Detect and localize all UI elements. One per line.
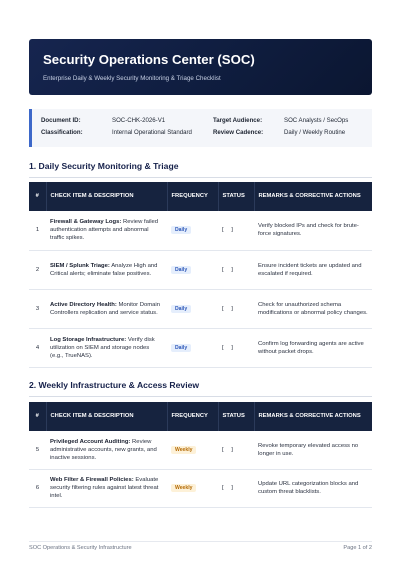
frequency-cell bbox=[167, 289, 218, 328]
info-row-2 bbox=[41, 129, 372, 141]
status-checkbox[interactable]: [ ] bbox=[218, 328, 254, 367]
status-checkbox[interactable]: [ ] bbox=[218, 250, 254, 289]
frequency-cell bbox=[167, 328, 218, 367]
frequency-cell bbox=[167, 250, 218, 289]
table-row bbox=[29, 289, 372, 328]
frequency-badge: Daily bbox=[171, 266, 191, 274]
audience-label: Target Audience: bbox=[213, 117, 263, 124]
col-frequency-header: FREQUENCY bbox=[167, 402, 218, 431]
check-item-name: Web Filter & Firewall Policies: bbox=[50, 477, 134, 483]
frequency-cell bbox=[167, 469, 218, 507]
frequency-cell bbox=[167, 211, 218, 250]
remarks-cell: Revoke temporary elevated access no longer in use. bbox=[254, 431, 372, 469]
col-item-header: CHECK ITEM & DESCRIPTION bbox=[46, 182, 167, 211]
remarks-cell: Check for unauthorized schema modifications or abnormal policy changes. bbox=[254, 289, 372, 328]
table-header-row bbox=[29, 182, 372, 211]
check-item-description: Evaluate security filtering rules against latest threat intel. bbox=[50, 477, 159, 499]
check-item-description: Review administrative accounts, new grants, and inactive sessions. bbox=[50, 438, 157, 461]
footer-divider bbox=[29, 541, 372, 542]
status-checkbox[interactable]: [ ] bbox=[218, 469, 254, 507]
audience-value: SOC Analysts / SecOps bbox=[284, 117, 349, 124]
col-item-header: CHECK ITEM & DESCRIPTION bbox=[46, 402, 167, 431]
col-remarks-header: REMARKS & CORRECTIVE ACTIONS bbox=[254, 182, 372, 211]
check-item-name: Firewall & Gateway Logs: bbox=[50, 219, 122, 226]
check-item-description: Verify disk utilization on SIEM and storage nodes (e.g., TrueNAS). bbox=[50, 336, 155, 359]
status-checkbox[interactable]: [ ] bbox=[218, 211, 254, 250]
row-number: 6 bbox=[29, 469, 46, 507]
check-item-description: Review failed authentication attempts and abnormal traffic spikes. bbox=[50, 219, 159, 242]
section-2-title: 2. Weekly Infrastructure & Access Review bbox=[29, 380, 200, 390]
cadence-label: Review Cadence: bbox=[213, 129, 264, 136]
check-item bbox=[46, 431, 167, 469]
col-status-header: STATUS bbox=[218, 402, 254, 431]
info-row-1 bbox=[41, 117, 372, 129]
check-item-name: SIEM / Splunk Triage: bbox=[50, 262, 110, 269]
row-number: 3 bbox=[29, 289, 46, 328]
col-num-header: # bbox=[29, 402, 46, 431]
weekly-checklist-table bbox=[29, 402, 372, 508]
row-number: 2 bbox=[29, 250, 46, 289]
table-row bbox=[29, 250, 372, 289]
classification-label: Classification: bbox=[41, 129, 83, 136]
remarks-cell: Ensure incident tickets are updated and escalated if required. bbox=[254, 250, 372, 289]
section-2-divider bbox=[29, 396, 372, 397]
check-item-description: Analyze High and Critical alerts; eliminate false positives. bbox=[50, 262, 158, 277]
daily-checklist-table bbox=[29, 182, 372, 368]
document-id-label: Document ID: bbox=[41, 117, 81, 124]
check-item bbox=[46, 250, 167, 289]
row-number: 4 bbox=[29, 328, 46, 367]
status-checkbox[interactable]: [ ] bbox=[218, 289, 254, 328]
table-row bbox=[29, 469, 372, 507]
header-banner bbox=[29, 39, 372, 95]
remarks-cell: Update URL categorization blocks and custom threat blacklists. bbox=[254, 469, 372, 507]
cadence-value: Daily / Weekly Routine bbox=[284, 129, 346, 136]
remarks-cell: Verify blocked IPs and check for brute-force signatures. bbox=[254, 211, 372, 250]
section-1-divider bbox=[29, 177, 372, 178]
remarks-cell: Confirm log forwarding agents are active without packet drops. bbox=[254, 328, 372, 367]
frequency-cell bbox=[167, 431, 218, 469]
document-id-value: SOC-CHK-2026-V1 bbox=[112, 117, 166, 124]
check-item-description: Monitor Domain Controllers replication and service status. bbox=[50, 301, 161, 316]
table-row bbox=[29, 431, 372, 469]
document-info-box bbox=[29, 109, 372, 147]
check-item-name: Active Directory Health: bbox=[50, 301, 117, 308]
check-item-name: Privileged Account Auditing: bbox=[50, 438, 131, 445]
page-number: Page 1 of 2 bbox=[343, 545, 372, 551]
section-1-title: 1. Daily Security Monitoring & Triage bbox=[29, 161, 179, 171]
frequency-badge: Weekly bbox=[171, 484, 196, 492]
page-title: Security Operations Center (SOC) bbox=[43, 52, 255, 67]
col-remarks-header: REMARKS & CORRECTIVE ACTIONS bbox=[254, 402, 372, 431]
footer-title: SOC Operations & Security Infrastructure bbox=[29, 545, 132, 551]
row-number: 1 bbox=[29, 211, 46, 250]
frequency-badge: Daily bbox=[171, 226, 191, 234]
check-item-name: Log Storage Infrastructure: bbox=[50, 336, 127, 343]
frequency-badge: Weekly bbox=[171, 446, 196, 454]
check-item bbox=[46, 289, 167, 328]
row-number: 5 bbox=[29, 431, 46, 469]
check-item bbox=[46, 211, 167, 250]
table-header-row bbox=[29, 402, 372, 431]
col-status-header: STATUS bbox=[218, 182, 254, 211]
check-item bbox=[46, 328, 167, 367]
frequency-badge: Daily bbox=[171, 344, 191, 352]
table-row bbox=[29, 211, 372, 250]
page-subtitle: Enterprise Daily & Weekly Security Monitoring & Triage Checklist bbox=[43, 75, 221, 82]
table-row bbox=[29, 328, 372, 367]
col-num-header: # bbox=[29, 182, 46, 211]
status-checkbox[interactable]: [ ] bbox=[218, 431, 254, 469]
classification-value: Internal Operational Standard bbox=[112, 129, 192, 136]
check-item bbox=[46, 469, 167, 507]
col-frequency-header: FREQUENCY bbox=[167, 182, 218, 211]
frequency-badge: Daily bbox=[171, 305, 191, 313]
